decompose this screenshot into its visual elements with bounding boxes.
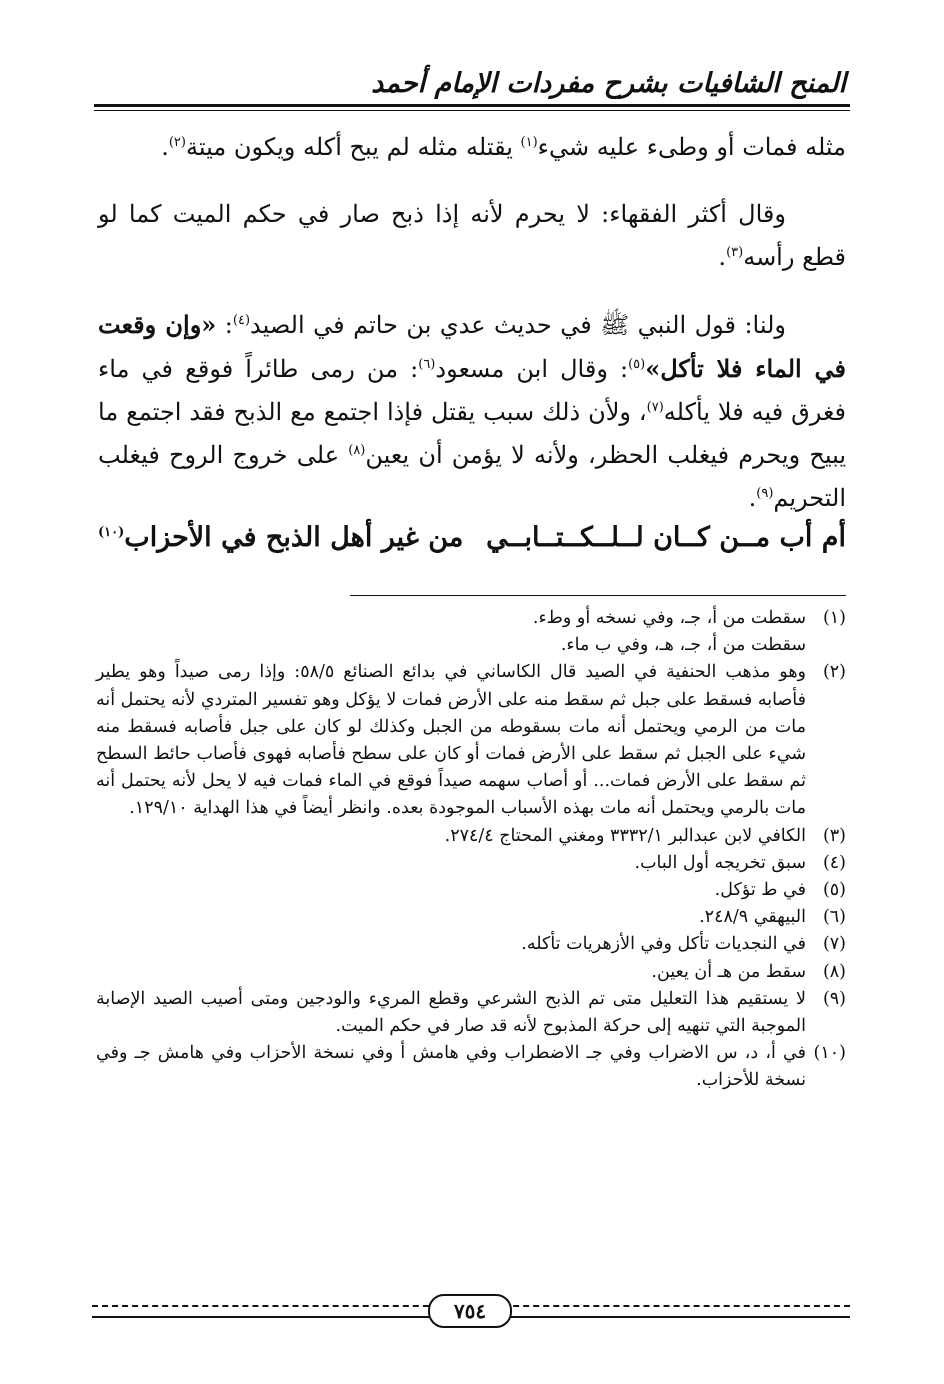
footnote-separator <box>350 595 846 596</box>
paragraph-1-end: . <box>161 133 169 161</box>
verse-second-hemistich-wrap <box>98 518 463 558</box>
paragraph-3-text-a: ولنا: قول النبي ﷺ في حديث عدي بن حاتم في الصيد <box>250 311 786 339</box>
footnote-text: في ط تؤكل. <box>714 880 806 901</box>
footnote-number: (٦) <box>822 907 846 928</box>
footnote-item <box>96 605 846 632</box>
footnote-number: (٧) <box>822 934 846 955</box>
footnote-number: (٣) <box>822 825 846 846</box>
footnote-text: الكافي لابن عبدالبر ٣٣٣٢/١ ومغني المحتاج ٢٧٤/٤. <box>444 825 806 846</box>
footnote-number: (٢) <box>822 662 846 683</box>
paragraph-2-text: وقال أكثر الفقهاء: لا يحرم لأنه إذا ذبح صار في حكم الميت كما لو قطع رأسه <box>98 200 846 271</box>
footnote-ref-6: (٦) <box>418 357 436 372</box>
paragraph-2-end: . <box>718 243 727 271</box>
footnote-number: (٥) <box>822 880 846 901</box>
paragraph-3-text-d: : من رمى طائراً فوقع في ماء فغرق فيه فلا يأكله <box>98 355 847 426</box>
header-rule-thick <box>94 104 850 107</box>
footnote-ref-10: (١٠) <box>98 525 125 540</box>
hadith-quote: «وإن وقعت في الماء فلا تأكل» <box>98 310 846 383</box>
footnote-text: سبق تخريجه أول الباب. <box>634 852 806 873</box>
paragraph-3-text-c: : وقال ابن مسعود <box>435 355 629 383</box>
footnote-item <box>96 959 846 986</box>
footnote-item <box>96 904 846 931</box>
footnote-text: سقطت من أ، جـ، وفي نسخه أو وطء. <box>532 608 806 628</box>
footnote-number: (٩) <box>822 988 846 1009</box>
footnote-text: لا يستقيم هذا التعليل متى تم الذبح الشرعي وقطع المريء والودجين ومتى أصيب الصيد الإصابة الموجبة التي تنهيه إلى حركة المذبوح لأنه قد صار في حكم الميت. <box>96 988 806 1037</box>
footnote-text: في أ، د، س الاضراب وفي جـ الاضطراب وفي هامش أ وفي نسخة الأحزاب وفي هامش جـ وفي نسخة للأحزاب. <box>96 1043 806 1091</box>
footnote-ref-8: (٨) <box>348 443 366 458</box>
paragraph-3-text-f: على خروج الروح فيغلب التحريم <box>98 441 846 512</box>
paragraph-3-text-g: . <box>748 484 757 512</box>
paragraph-2 <box>98 193 846 279</box>
paragraph-1 <box>98 126 846 169</box>
paragraph-1-text-2: يقتله مثله لم يبح أكله ويكون ميتة <box>185 133 521 161</box>
footnote-item <box>96 850 846 877</box>
footnote-text: البيهقي ٢٤٨/٩. <box>699 907 806 928</box>
footnote-ref-9: (٩) <box>756 486 774 501</box>
footnote-item <box>96 823 846 850</box>
footnote-ref-3: (٣) <box>726 245 744 260</box>
footnote-continuation: سقطت من أ، جـ، هـ، وفي ب ماء. <box>560 635 806 656</box>
paragraph-3-text-b: : <box>216 311 233 339</box>
footnote-number: (١٠) <box>813 1043 846 1064</box>
header-rule-thin <box>94 110 850 111</box>
page-number: ٧٥٤ <box>428 1294 512 1328</box>
footnote-ref-7: (٧) <box>646 400 664 415</box>
footnote-item <box>96 986 846 1040</box>
footnote-item <box>96 931 846 958</box>
footnote-ref-4: (٤) <box>232 313 251 328</box>
paragraph-3-text-e: ، ولأن ذلك سبب يقتل فإذا اجتمع مع الذبح فقد اجتمع ما يبيح ويحرم فيغلب الحظر، ولأنه لا يؤمن أن يعين <box>98 398 846 469</box>
footnote-text: وهو مذهب الحنفية في الصيد قال الكاساني في بدائع الصنائع ٥٨/٥: وإذا رمى صيداً وهو يطير فأصابه فسقط على جبل ثم سقط منه على الأرض فمات لا يؤكل وهو تفسير المتردي لأنه يحتمل أنه مات من الرمي ويحتمل أنه مات بسقوطه من الجبل وكذلك لو كان على جبل فأصابه فسقط منه شيء على الجبل ثم سقط على الأرض فمات أو كان على سطح فأصابه فهوى فأصاب حائط السطح ثم سقط على الأرض فمات... أو أصاب سهمه صيداً فوقع في الماء فمات فيه لا يحل لأنه يحتمل أنه مات بالرمي ويحتمل أنه مات بهذه الأسباب الموجودة بعده. وانظر أيضاً في هذا الهداية ١٢٩/١٠. <box>96 662 806 819</box>
paragraph-3 <box>98 303 846 520</box>
main-text <box>98 126 846 544</box>
poem-verse <box>98 518 846 558</box>
verse-second-hemistich: من غير أهل الذبح في الأحزاب <box>124 522 464 553</box>
footnote-item <box>96 877 846 904</box>
running-header-title: المنح الشافيات بشرح مفردات الإمام أحمد <box>371 68 846 99</box>
footnote-ref-2: (٢) <box>168 135 186 150</box>
footnotes <box>96 605 846 1095</box>
footnote-text: في النجديات تأكل وفي الأزهريات تأكله. <box>521 934 806 955</box>
footnote-ref-5: (٥) <box>628 357 646 372</box>
footnote-number: (٤) <box>822 852 846 873</box>
footnote-item <box>96 1040 846 1094</box>
footnote-number: (١) <box>822 608 846 628</box>
footnote-item <box>96 659 846 822</box>
footnote-number: (٨) <box>822 961 846 982</box>
footnote-text: سقط من هـ أن يعين. <box>651 961 806 982</box>
paragraph-1-text: مثله فمات أو وطىء عليه شيء <box>537 133 846 161</box>
footnote-ref-1: (١) <box>520 135 538 150</box>
verse-first-hemistich: أم أب مــن كــان لــلــكــتــابــي <box>486 522 846 553</box>
